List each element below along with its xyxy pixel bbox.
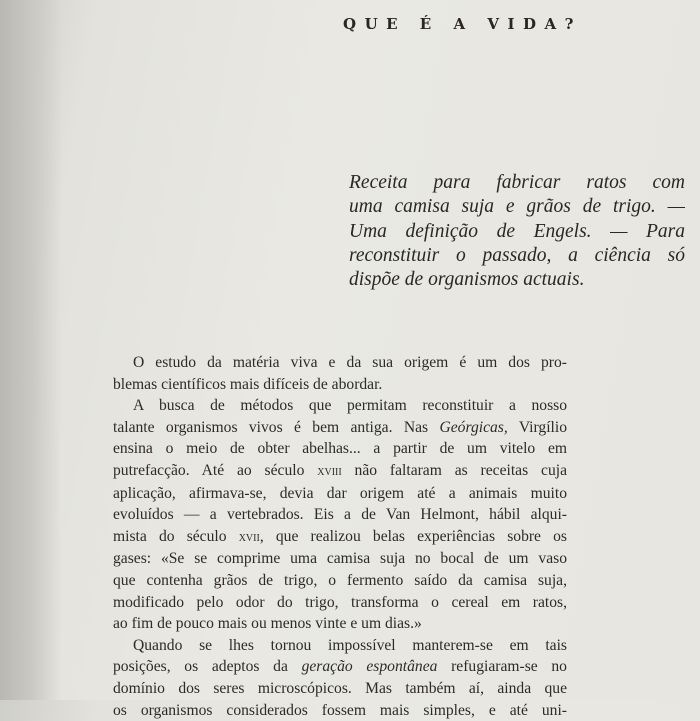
- century-numeral: xvii: [239, 529, 260, 545]
- body-text-run: putrefacção. Até ao século: [113, 462, 317, 479]
- epigraph-line: reconstituir o passado, a ciência só: [349, 244, 685, 268]
- body-line: [113, 656, 567, 678]
- body-line: ao fim de pouco mais ou menos vinte e um dias.»: [113, 613, 567, 635]
- body-line: O estudo da matéria viva e da sua origem é um dos pro-: [113, 352, 567, 374]
- epigraph-line: dispõe de organismos actuais.: [349, 268, 685, 292]
- epigraph-line: Uma definição de Engels. — Para: [349, 220, 685, 244]
- body-line: que contenha grãos de trigo, o fermento saído da camisa suja,: [113, 570, 567, 592]
- body-text-run: mista do século: [113, 528, 239, 545]
- body-text-run: , que realizou belas experiências sobre os: [260, 528, 567, 545]
- term-italic: geração espontânea: [302, 658, 438, 675]
- body-text-run: Virgílio: [508, 419, 567, 436]
- body-line: aplicação, afirmava-se, devia dar origem até a animais muito: [113, 483, 567, 505]
- body-text-run: posições, os adeptos da: [113, 658, 302, 675]
- body-line: [113, 417, 567, 439]
- chapter-epigraph: [349, 171, 685, 292]
- book-title-italic: Geórgicas,: [439, 419, 507, 436]
- body-line: blemas científicos mais difíceis de abordar.: [113, 374, 567, 396]
- body-line: os organismos considerados fossem mais simples, e até uni-: [113, 700, 567, 721]
- page-gutter-shadow: [0, 0, 62, 700]
- century-numeral: xviii: [317, 463, 341, 479]
- body-line: ensina o meio de obter abelhas... a partir de um vitelo em: [113, 438, 567, 460]
- body-text-run: talante organismos vivos é bem antiga. Nas: [113, 419, 439, 436]
- body-line: [113, 460, 567, 483]
- body-line: modificado pelo odor do trigo, transforma o cereal em ratos,: [113, 592, 567, 614]
- body-line: A busca de métodos que permitam reconstituir a nosso: [113, 395, 567, 417]
- body-line: domínio dos seres microscópicos. Mas também aí, ainda que: [113, 678, 567, 700]
- epigraph-line: uma camisa suja e grãos de trigo. —: [349, 195, 685, 219]
- epigraph-line: Receita para fabricar ratos com: [349, 171, 685, 195]
- body-text: [113, 352, 567, 721]
- body-line: [113, 526, 567, 549]
- body-line: Quando se lhes tornou impossível manterem-se em tais: [113, 635, 567, 657]
- body-text-run: refugiaram-se no: [437, 658, 567, 675]
- body-line: gases: «Se se comprime uma camisa suja no bocal de um vaso: [113, 548, 567, 570]
- body-text-run: não faltaram as receitas cuja: [342, 462, 567, 479]
- running-head: QUE É A VIDA?: [343, 15, 582, 33]
- body-line: evoluídos — a vertebrados. Eis a de Van Helmont, hábil alqui-: [113, 504, 567, 526]
